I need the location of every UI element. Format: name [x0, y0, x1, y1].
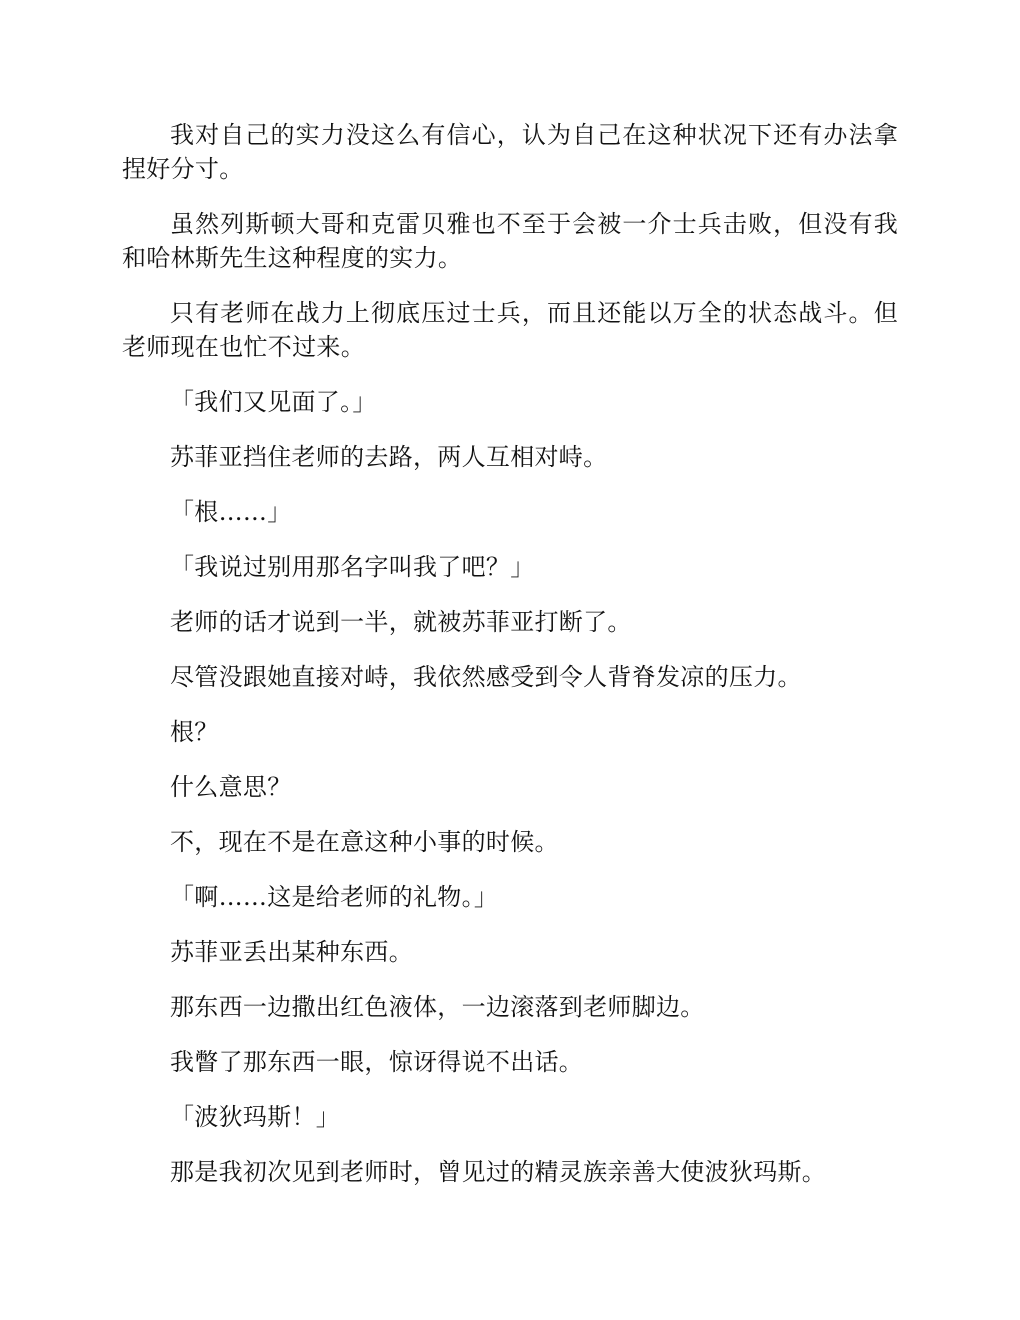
paragraph: 那东西一边撒出红色液体，一边滚落到老师脚边。 — [170, 993, 705, 1021]
document-page — [122, 118, 898, 1210]
paragraph: 苏菲亚丢出某种东西。 — [170, 938, 413, 966]
paragraph: 「根……」 — [170, 498, 292, 526]
paragraph: 尽管没跟她直接对峙，我依然感受到令人背脊发凉的压力。 — [170, 663, 802, 691]
paragraph: 只有老师在战力上彻底压过士兵，而且还能以万全的状态战斗。但老师现在也忙不过来。 — [122, 299, 898, 361]
paragraph: 我对自己的实力没这么有信心，认为自己在这种状况下还有办法拿捏好分寸。 — [122, 121, 898, 183]
paragraph: 「啊……这是给老师的礼物。」 — [170, 883, 499, 911]
paragraph: 老师的话才说到一半，就被苏菲亚打断了。 — [170, 608, 632, 636]
paragraph: 「我说过别用那名字叫我了吧？」 — [170, 553, 535, 581]
paragraph: 「波狄玛斯！」 — [170, 1103, 341, 1131]
paragraph: 不，现在不是在意这种小事的时候。 — [170, 828, 559, 856]
paragraph: 「我们又见面了。」 — [170, 388, 377, 416]
paragraph: 苏菲亚挡住老师的去路，两人互相对峙。 — [170, 443, 608, 471]
paragraph: 什么意思？ — [170, 773, 292, 801]
paragraph: 我瞥了那东西一眼，惊讶得说不出话。 — [170, 1048, 584, 1076]
paragraph: 那是我初次见到老师时，曾见过的精灵族亲善大使波狄玛斯。 — [170, 1158, 827, 1186]
paragraph: 根？ — [170, 718, 219, 746]
paragraph: 虽然列斯顿大哥和克雷贝雅也不至于会被一介士兵击败，但没有我和哈林斯先生这种程度的实力。 — [122, 210, 898, 272]
